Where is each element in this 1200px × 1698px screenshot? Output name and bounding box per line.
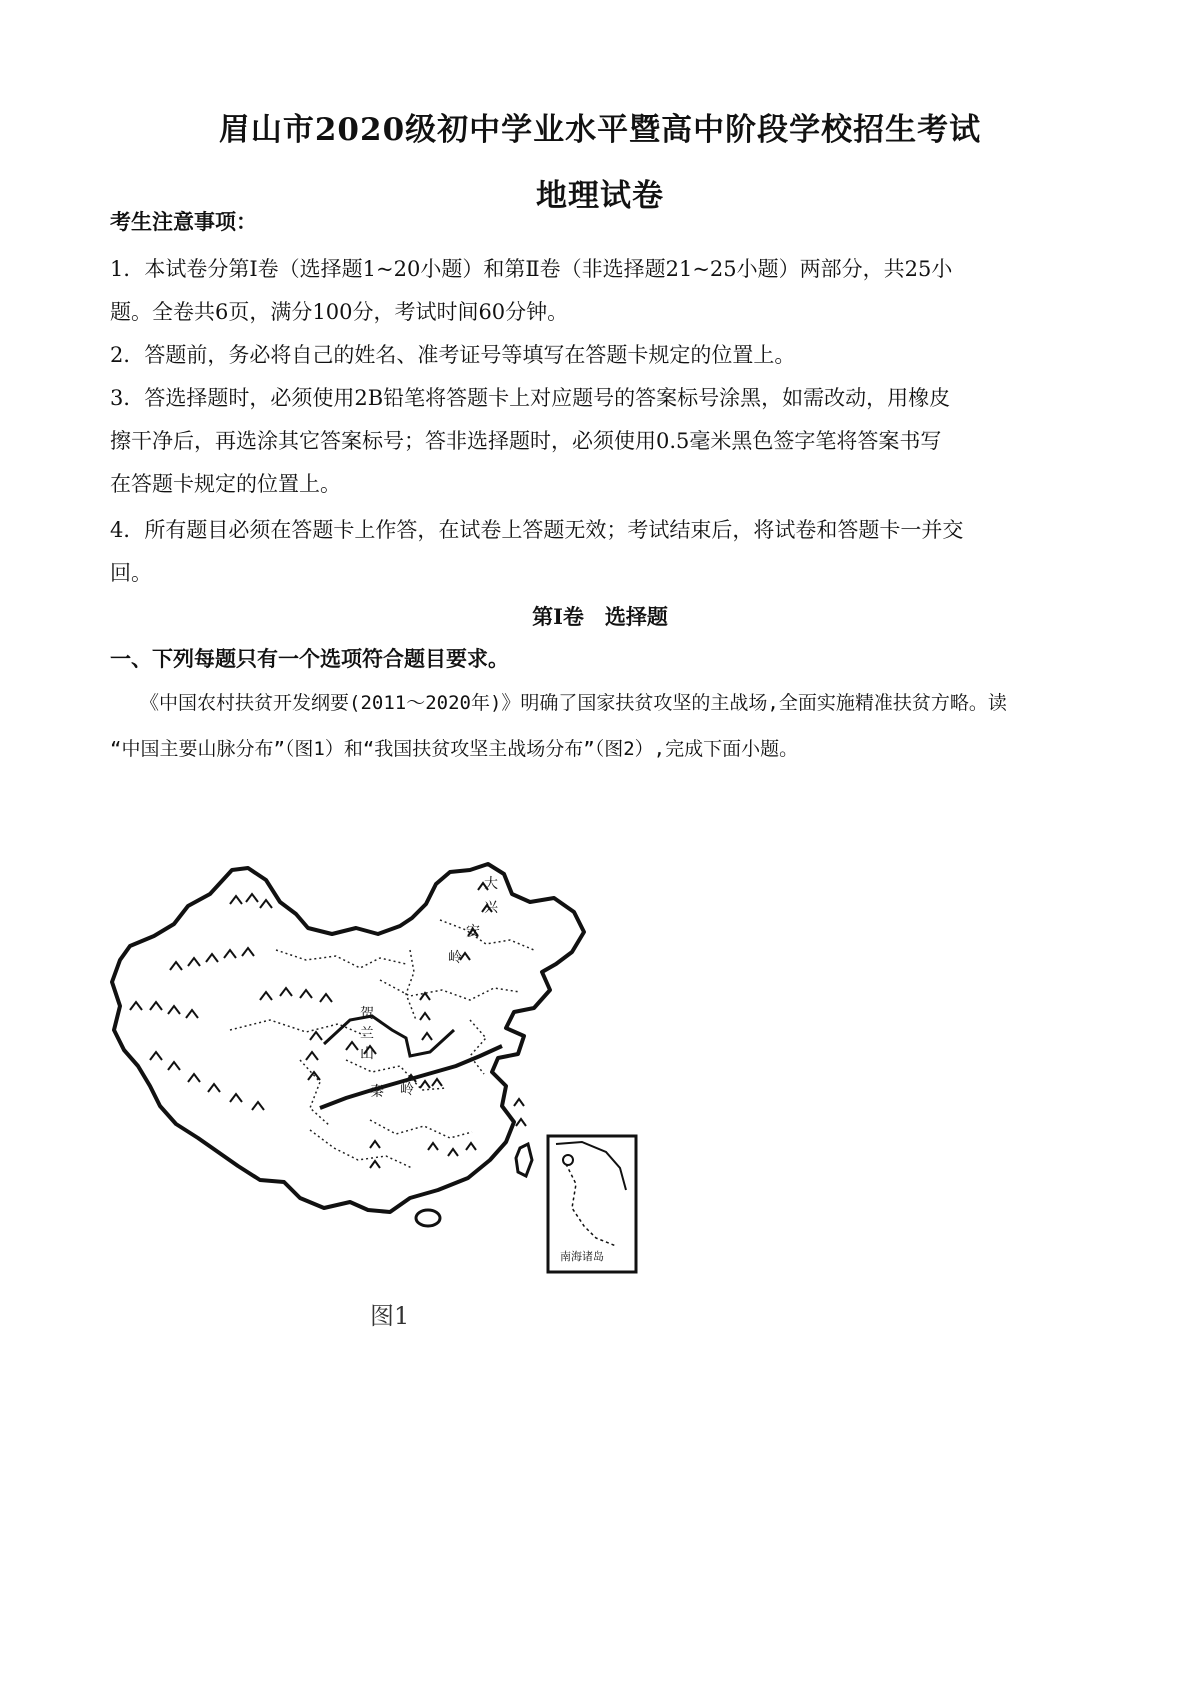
intro-line-1: 《中国农村扶贫开发纲要(2011～2020年)》明确了国家扶贫攻坚的主战场,全面实施精准扶贫方略。读 bbox=[140, 692, 1007, 714]
notice-heading: 考生注意事项： bbox=[110, 209, 257, 234]
notice-line: 在答题卡规定的位置上。 bbox=[110, 472, 341, 496]
taiwan-island bbox=[516, 1144, 532, 1176]
figure-caption: 图1 bbox=[370, 1302, 410, 1330]
section-heading: 第Ⅰ卷 选择题 bbox=[532, 604, 668, 629]
china-outline bbox=[112, 864, 584, 1212]
yellow-river-line bbox=[324, 1016, 454, 1056]
notice-line: 题。全卷共6页，满分100分，考试时间60分钟。 bbox=[110, 300, 569, 324]
part-heading: 一、下列每题只有一个选项符合题目要求。 bbox=[110, 646, 509, 671]
exam-subtitle: 地理试卷 bbox=[536, 178, 664, 214]
map-label-helan-1: 贺 bbox=[360, 1006, 374, 1022]
hainan-island bbox=[416, 1210, 440, 1226]
map-label-helan-3: 山 bbox=[360, 1046, 374, 1062]
map-label-daxinganling-2: 兴 bbox=[484, 900, 498, 916]
map-label-daxinganling-3: 安 bbox=[466, 924, 480, 940]
notice-line: 擦干净后，再选涂其它答案标号；答非选择题时，必须使用0.5毫米黑色签字笔将答案书写 bbox=[110, 429, 942, 453]
map-label-qinling-1: 秦 bbox=[370, 1084, 384, 1100]
province-boundaries bbox=[230, 920, 534, 1168]
notice-line: 2．答题前，务必将自己的姓名、准考证号等填写在答题卡规定的位置上。 bbox=[110, 343, 796, 367]
notice-line: 4．所有题目必须在答题卡上作答，在试卷上答题无效；考试结束后，将试卷和答题卡一并交 bbox=[110, 518, 964, 542]
intro-line-2: “中国主要山脉分布”（图1）和“我国扶贫攻坚主战场分布”（图2）,完成下面小题。 bbox=[110, 738, 799, 760]
map-label-helan-2: 兰 bbox=[360, 1026, 374, 1042]
notice-line: 3．答选择题时，必须使用2B铅笔将答题卡上对应题号的答案标号涂黑，如需改动，用橡皮 bbox=[110, 386, 951, 410]
map-label-qinling-2: 岭 bbox=[400, 1082, 414, 1098]
notice-line: 1．本试卷分第Ⅰ卷（选择题1~20小题）和第Ⅱ卷（非选择题21~25小题）两部分，共25小 bbox=[110, 257, 953, 281]
notice-line: 回。 bbox=[110, 561, 152, 585]
inset-label: 南海诸岛 bbox=[560, 1250, 604, 1263]
south-china-sea-inset bbox=[546, 1134, 638, 1274]
map-label-daxinganling-1: 大 bbox=[484, 876, 498, 892]
map-label-daxinganling-4: 岭 bbox=[448, 950, 462, 966]
exam-title: 眉山市2020级初中学业水平暨高中阶段学校招生考试 bbox=[218, 112, 982, 148]
china-mountain-map bbox=[110, 860, 710, 1300]
